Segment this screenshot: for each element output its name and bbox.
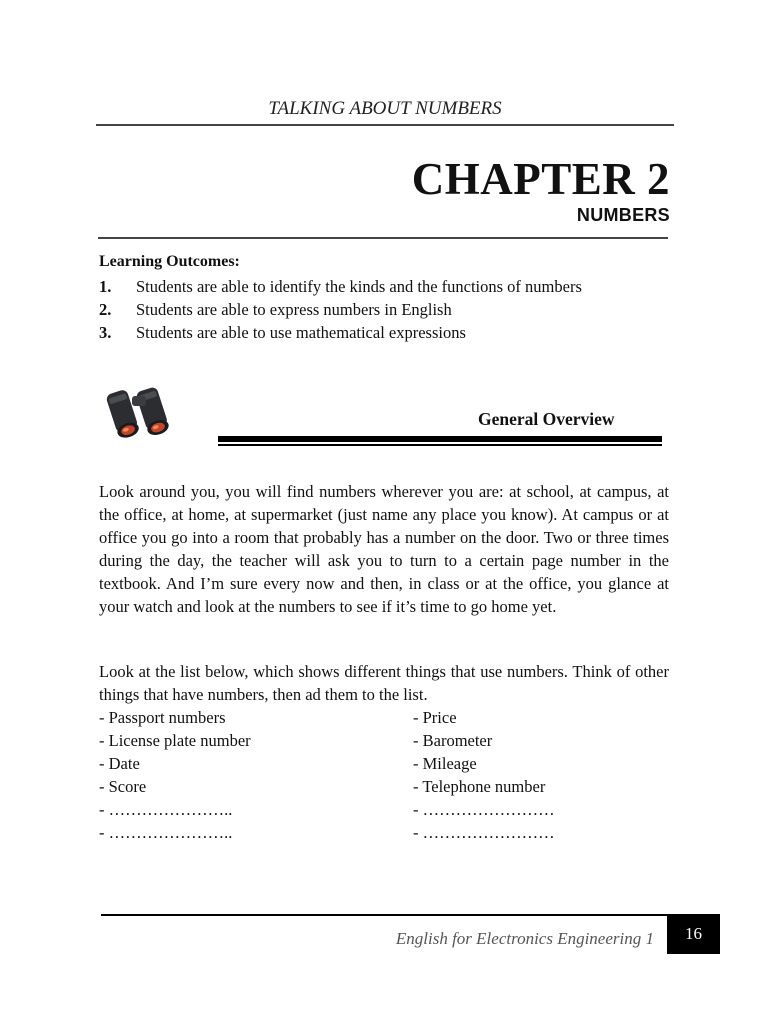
footer-title: English for Electronics Engineering 1 [395,929,654,948]
list-item-right: - …………………… [413,823,555,842]
section-heading: General Overview [478,409,615,429]
list-item [99,275,582,298]
footer-divider [101,914,667,916]
learning-outcomes-heading: Learning Outcomes: [99,253,240,270]
list-item-left: - ………………….. [99,800,233,819]
list-item [99,798,669,821]
list-item [99,752,669,775]
page-number: 16 [667,914,720,954]
list-item-left: - Date [99,754,140,773]
chapter-title: CHAPTER 2 [411,154,670,204]
list-item-left: - ………………….. [99,823,233,842]
list-item-text: Students are able to express numbers in English [136,300,452,319]
list-item [99,706,669,729]
list-item [99,729,669,752]
section-divider-thin [218,444,662,446]
things-list [99,706,669,844]
list-item-number: 1. [99,277,112,296]
list-item [99,775,669,798]
list-item-right: - Barometer [413,731,493,750]
list-item-right: - Mileage [413,754,477,773]
header-divider [96,124,674,126]
list-item-left: - Score [99,777,147,796]
list-item [99,821,669,844]
list-item-number: 2. [99,300,112,319]
list-item-left: - Passport numbers [99,708,226,727]
list-item-right: - Price [413,708,457,727]
overview-paragraph: Look around you, you will find numbers wherever you are: at school, at campus, at the office, at home, at supermarket (just name any place you know). At campus or at office you go into a room that probably has a number on the door. Two or three times during the day, the teacher will ask you to turn to a certain page number in the textbook. And I’m sure every now and then, in class or at the office, you glance at your watch and look at the numbers to see if it’s time to go home yet. [99,482,669,616]
learning-outcomes-list [99,275,582,344]
list-item-right: - …………………… [413,800,555,819]
list-item-text: Students are able to use mathematical expressions [136,323,466,342]
section-divider [218,436,662,442]
list-item-left: - License plate number [99,731,251,750]
binoculars-icon [104,382,176,442]
list-item-text: Students are able to identify the kinds and the functions of numbers [136,277,582,296]
list-item [99,298,582,321]
chapter-divider [98,237,668,239]
running-header: TALKING ABOUT NUMBERS [268,98,502,119]
list-intro-paragraph: Look at the list below, which shows different things that use numbers. Think of other things that have numbers, then ad them to the list. [99,662,669,704]
list-item-right: - Telephone number [413,777,546,796]
list-item [99,321,582,344]
chapter-subtitle: NUMBERS [576,205,670,225]
list-item-number: 3. [99,323,112,342]
